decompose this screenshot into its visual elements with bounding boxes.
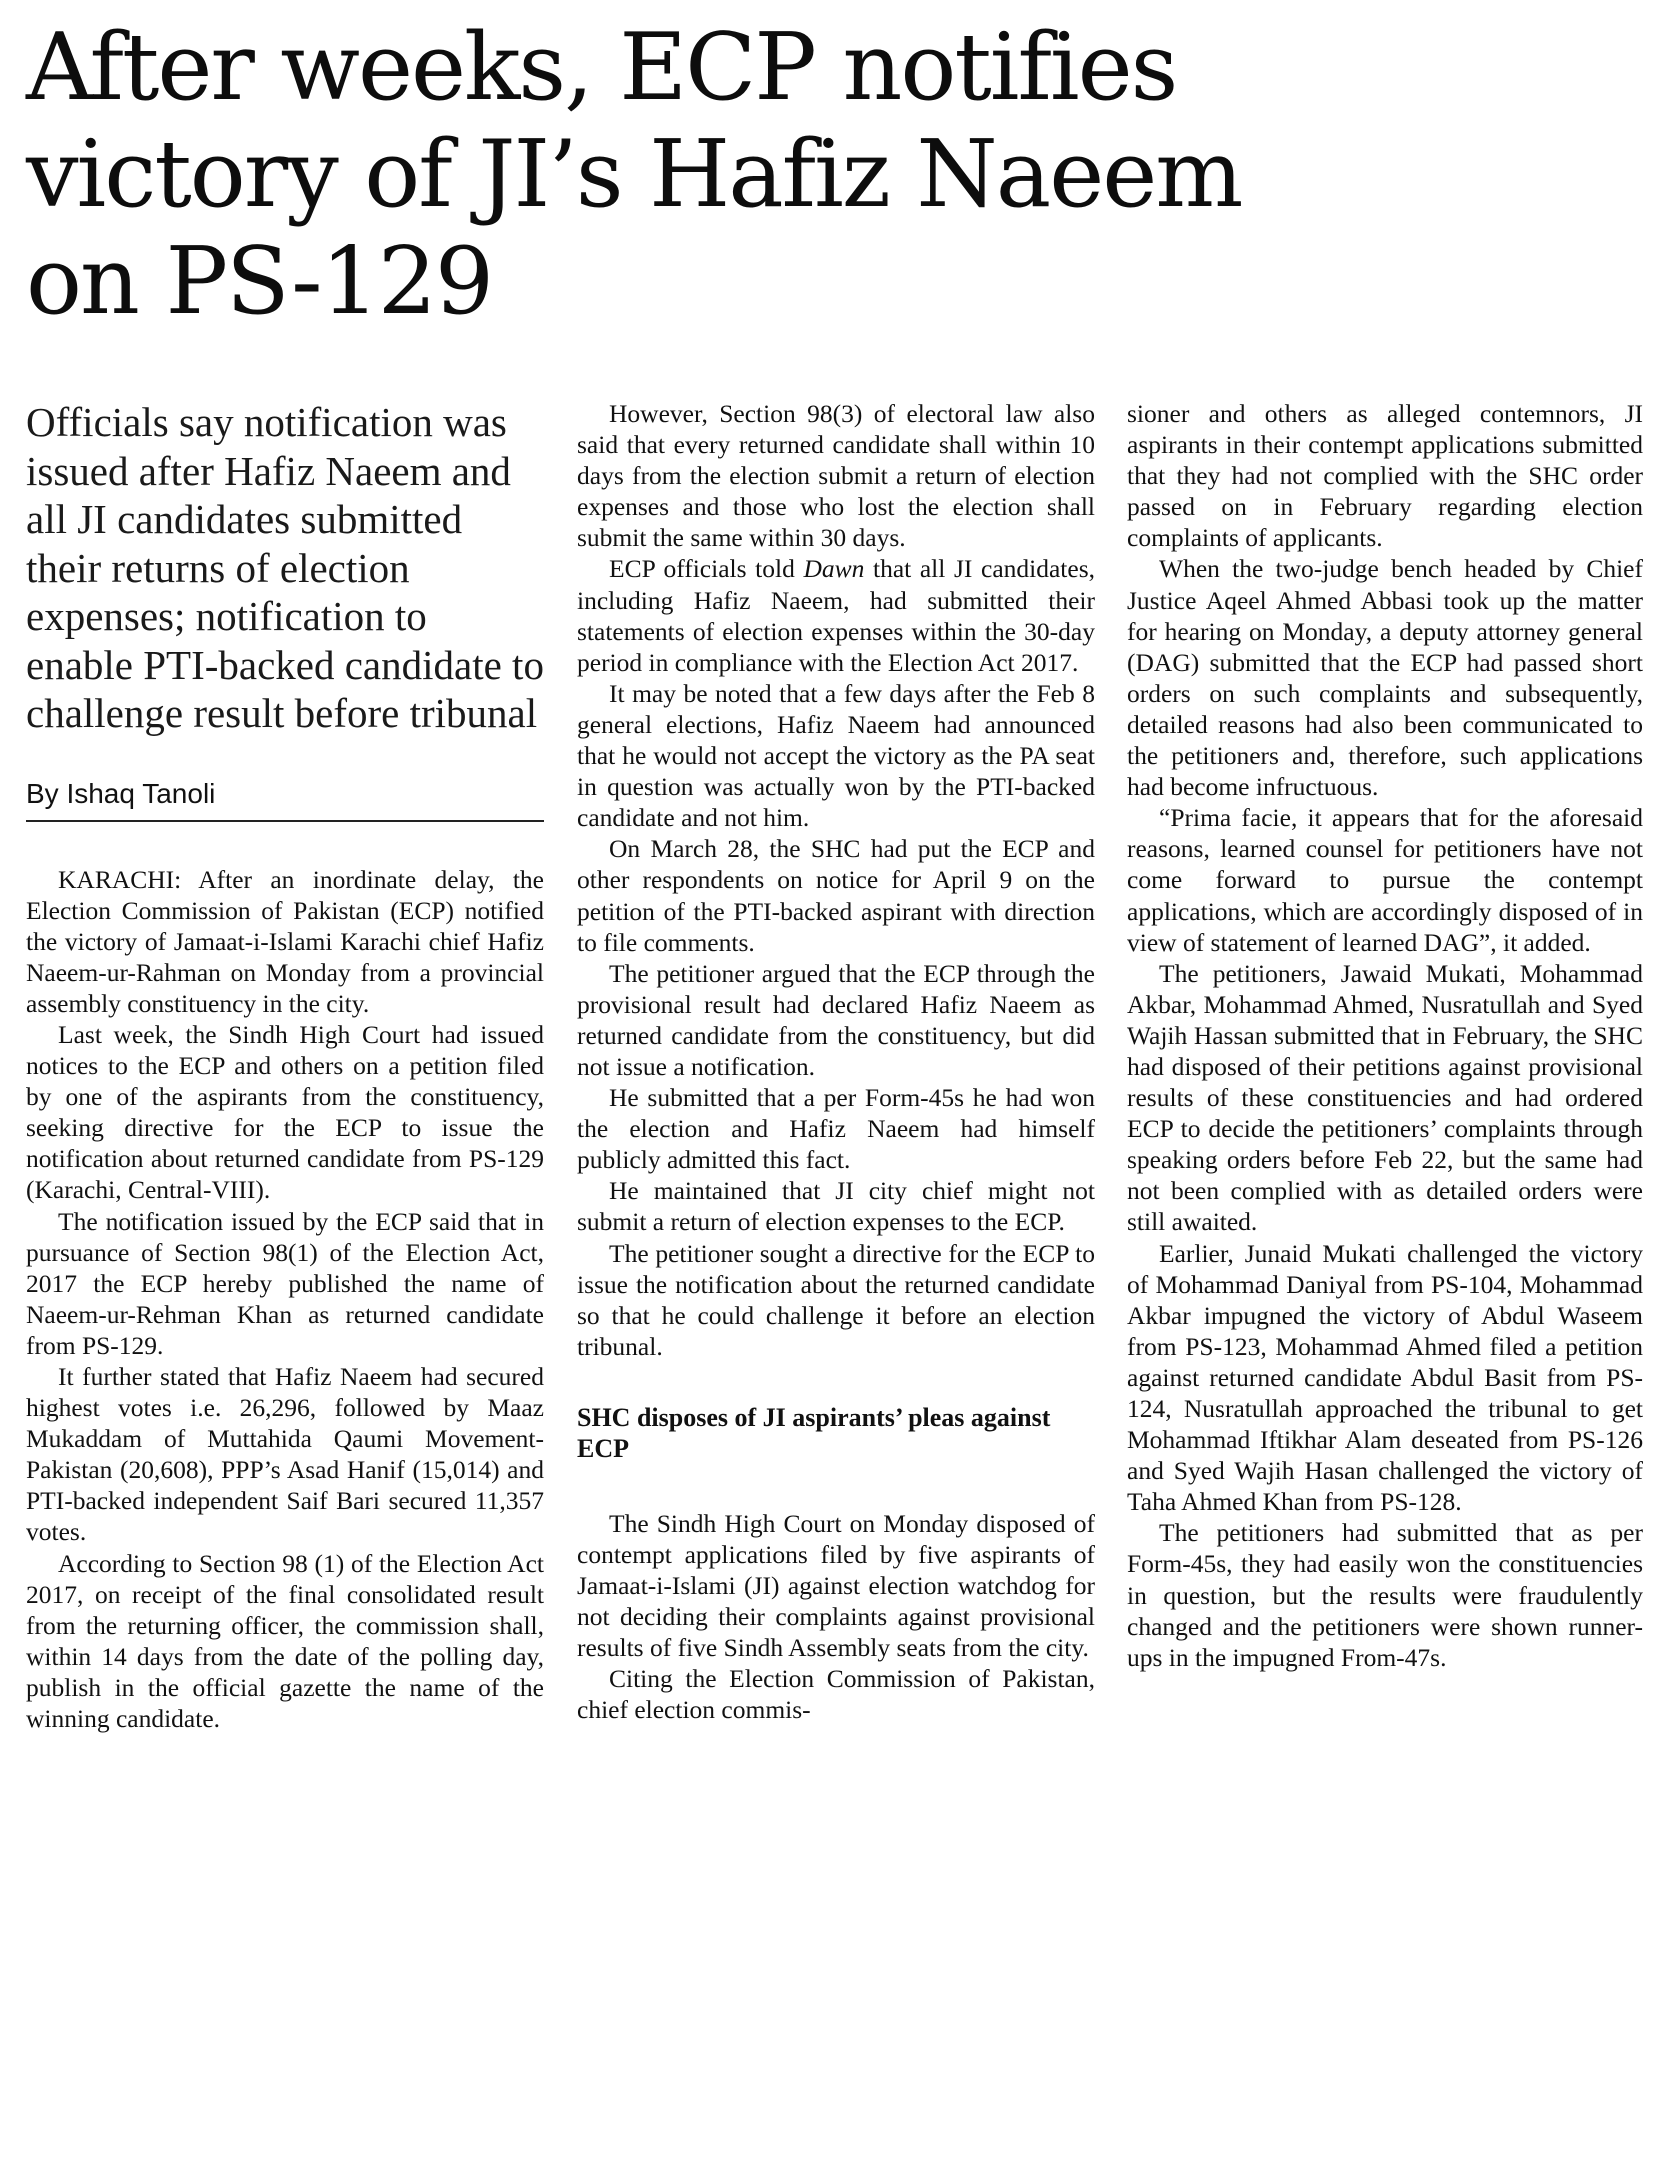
paragraph: “Prima facie, it appears that for the aforesaid reasons, learned counsel for petitioners have not come forward to pursue the contempt applications, which are accordingly disposed of in view of statement of learned DAG”, it added. <box>1127 803 1643 957</box>
paragraph: The petitioner sought a directive for the ECP to issue the notification about the returned candidate so that he could challenge it before an election tribunal. <box>577 1238 1095 1361</box>
paragraph: It may be noted that a few days after the Feb 8 general elections, Hafiz Naeem had announced that he would not accept the victory as the PA seat in question was actually won by the PTI-backed candidate and not him. <box>577 678 1095 833</box>
paragraph: The Sindh High Court on Monday disposed of contempt applications filed by five aspirants of Jamaat-i-Islami (JI) against election watchdog for not deciding their complaints against provisional results of five Sindh Assembly seats from the city. <box>577 1508 1095 1663</box>
paragraph: The notification issued by the ECP said that in pursuance of Section 98(1) of the Election Act, 2017 the ECP hereby published the name of Naeem-ur-Rehman Khan as returned candidate from PS-129. <box>26 1206 544 1360</box>
paragraph: The petitioner argued that the ECP through the provisional result had declared Hafiz Naeem as returned candidate from the constituency, but did not issue a notification. <box>577 958 1095 1081</box>
paragraph: However, Section 98(3) of electoral law also said that every returned candidate shall within 10 days from the election submit a return of election expenses and those who lost the election shall submit the same within 30 days. <box>577 399 1095 553</box>
byline: By Ishaq Tanoli <box>26 774 544 822</box>
paragraph-continued: sioner and others as alleged contemnors, JI aspirants in their contempt applications submitted that they had not complied with the SHC order passed on in February regarding election complaints of applicants. <box>1127 399 1643 553</box>
paragraph: It further stated that Hafiz Naeem had secured highest votes i.e. 26,296, followed by Maaz Mukaddam of Muttahida Qaumi Movement-Pakistan (20,608), PPP’s Asad Hanif (15,014) and PTI-backed independent Saif Bari secured 11,357 votes. <box>26 1362 544 1547</box>
paragraph: He submitted that a per Form-45s he had won the election and Hafiz Naeem had himself publicly admitted this fact. <box>577 1083 1095 1175</box>
column-2 <box>577 398 1095 1726</box>
text-span: ECP officials told <box>609 554 804 584</box>
paragraph: Last week, the Sindh High Court had issued notices to the ECP and others on a petition filed by one of the aspirants from the constituency, seeking directive for the ECP to issue the notification about returned candidate from PS-129 (Karachi, Central-VIII). <box>26 1019 544 1205</box>
subheading: SHC disposes of JI aspirants’ pleas against ECP <box>577 1402 1051 1463</box>
deck-summary: Officials say notification was issued after Hafiz Naeem and all JI candidates submitted their returns of election expenses; notification to enable PTI-backed candidate to challenge result before tribunal <box>26 399 544 736</box>
paragraph: The petitioners, Jawaid Mukati, Mohammad Akbar, Mohammad Ahmed, Nusratullah and Syed Wajih Hassan submitted that in February, the SHC had disposed of their petitions against provisional results of these constituencies and had ordered ECP to decide the petitioners’ complaints through speaking orders before Feb 22, but the same had not been complied with as detailed orders were still awaited. <box>1127 958 1643 1237</box>
column-1 <box>26 398 544 1734</box>
headline <box>26 14 1626 335</box>
headline-line-1: After weeks, ECP notifies <box>26 13 1177 121</box>
paragraph: Earlier, Junaid Mukati challenged the victory of Mohammad Daniyal from PS-104, Mohammad Akbar impugned the victory of Abdul Waseem from PS-123, Mohammad Ahmed filed a petition against returned candidate Abdul Basit from PS-124, Nusratullah approached the tribunal to get Mohammad Iftikhar Alam deseated from PS-126 and Syed Wajih Hasan challenged the victory of Taha Ahmed Khan from PS-128. <box>1127 1238 1643 1517</box>
paragraph: KARACHI: After an inordinate delay, the Election Commission of Pakistan (ECP) notified the victory of Jamaat-i-Islami Karachi chief Hafiz Naeem-ur-Rahman on Monday from a provincial assembly constituency in the city. <box>26 864 544 1018</box>
paragraph: Citing the Election Commission of Pakistan, chief election commis- <box>577 1664 1095 1725</box>
paragraph: The petitioners had submitted that as per Form-45s, they had easily won the constituencies in question, but the results were fraudulently changed and the petitioners were shown runner-ups in the impugned From-47s. <box>1127 1518 1643 1672</box>
headline-line-3: on PS-129 <box>26 227 493 335</box>
paragraph-dawn <box>577 553 1095 677</box>
headline-line-2: victory of JI’s Hafiz Naeem <box>26 120 1242 228</box>
publication-name: Dawn <box>803 554 865 584</box>
column-3 <box>1127 398 1643 1673</box>
paragraph: When the two-judge bench headed by Chief Justice Aqeel Ahmed Abbasi took up the matter for hearing on Monday, a deputy attorney general (DAG) submitted that the ECP had passed short orders on such complaints and subsequently, detailed reasons had also been communicated to the petitioners and, therefore, such applications had become infructuous. <box>1127 554 1643 802</box>
paragraph: On March 28, the SHC had put the ECP and other respondents on notice for April 9 on the petition of the PTI-backed aspirant with direction to file comments. <box>577 834 1095 957</box>
text-span: that all JI candidates, including Hafiz Naeem, had submitted their statements of election expenses within the 30-day period in compliance with the Election Act 2017. <box>577 554 1096 677</box>
paragraph: He maintained that JI city chief might not submit a return of election expenses to the ECP. <box>577 1176 1095 1237</box>
paragraph: According to Section 98 (1) of the Election Act 2017, on receipt of the final consolidated result from the returning officer, the commission shall, within 14 days from the date of the polling day, publish in the official gazette the name of the winning candidate. <box>26 1548 544 1734</box>
